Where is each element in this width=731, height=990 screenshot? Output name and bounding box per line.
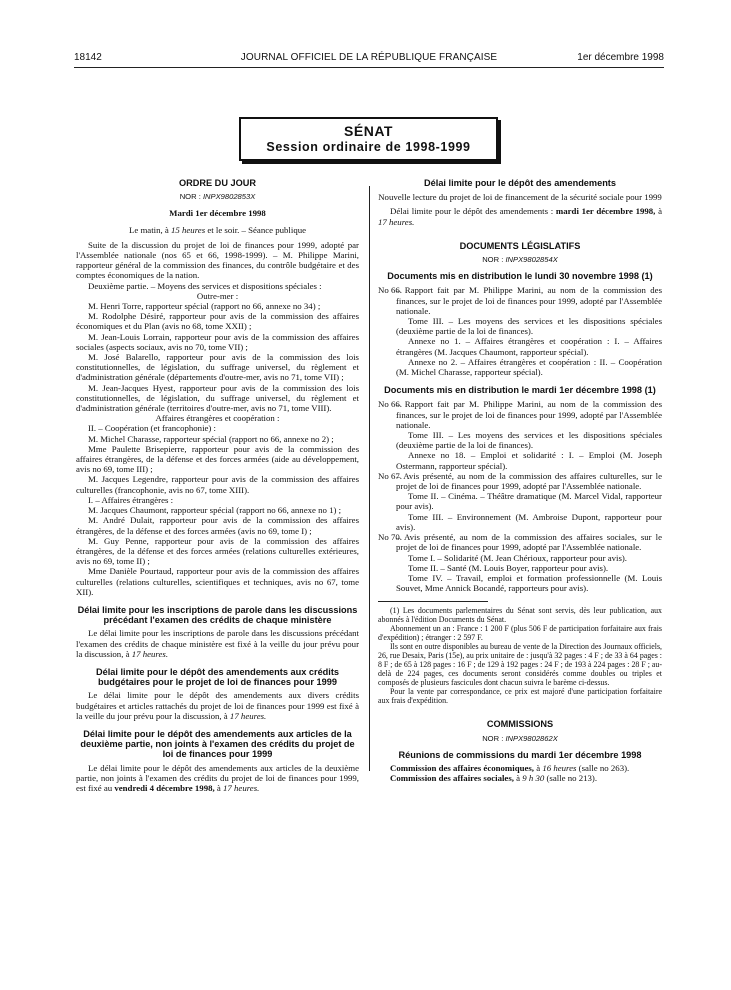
comm-nor-label: NOR : bbox=[482, 733, 504, 743]
sec2-text bbox=[76, 690, 359, 721]
document-description: – Rapport fait par M. Philippe Marini, au nom de la commission des finances, sur le projet de loi de finances pour 1999, adopté par l'Assemblée nationale. bbox=[396, 399, 662, 430]
nor-code: INPX9802853X bbox=[202, 192, 256, 202]
document-number: No 66. bbox=[378, 285, 402, 296]
document-number: No 67. bbox=[378, 470, 402, 481]
footnotes bbox=[378, 606, 662, 705]
agenda-paragraphs bbox=[76, 240, 359, 597]
agenda-paragraph: M. Jacques Chaumont, rapporteur spécial (rapport no 66, annexe no 1) ; bbox=[88, 505, 342, 516]
document-annex: Tome IV. – Travail, emploi et formation professionnelle (M. Louis Souvet, Mme Annick Bocandé, rapporteurs pour avis). bbox=[396, 572, 662, 594]
sec3-text bbox=[76, 763, 359, 794]
docs-heading: DOCUMENTS LÉGISLATIFS bbox=[459, 240, 581, 251]
document-annex: Tome III. – Les moyens des services et les dispositions spéciales (deuxième partie de la loi de finances). bbox=[396, 316, 662, 337]
reunion-1 bbox=[378, 763, 662, 773]
right-column bbox=[378, 178, 662, 783]
header-rule bbox=[74, 67, 664, 68]
footnote-rule bbox=[378, 601, 488, 602]
document-number: No 66. bbox=[378, 399, 402, 410]
commissions-heading: COMMISSIONS bbox=[486, 719, 554, 730]
footnote-paragraph: Pour la vente par correspondance, ce prix est majoré d'une participation forfaitaire aux frais d'expédition. bbox=[378, 687, 662, 706]
document-annex: Tome II. – Santé (M. Louis Boyer, rapporteur pour avis). bbox=[408, 562, 609, 573]
comm-nor-code: INPX9802862X bbox=[505, 733, 558, 743]
document-entry bbox=[378, 285, 662, 316]
sec3-a: à bbox=[216, 782, 221, 793]
agenda-paragraph: M. Henri Torre, rapporteur spécial (rapport no 66, annexe no 34) ; bbox=[88, 301, 321, 312]
sec3-time: 17 heures. bbox=[223, 782, 260, 793]
sec3-heading: Délai limite pour le dépôt des amendements aux articles de la deuxième partie, non joints à l'examen des crédits du projet de loi de finances pour 1999 bbox=[80, 728, 355, 760]
document-number: No 70. bbox=[378, 532, 402, 543]
agenda-paragraph: Mme Danièle Pourtaud, rapporteur pour avis de la commission des affaires culturelles (relations culturelles, scientifiques et techniques, avis no 67, tome XII). bbox=[76, 566, 359, 597]
dist2-entries bbox=[378, 399, 662, 593]
sec3-body: Le délai limite pour le dépôt des amendements aux articles de la deuxième partie, non joints à l'examen des crédits du projet de loi de finances pour 1999, est fixé au bbox=[76, 762, 359, 793]
agenda-paragraph: Suite de la discussion du projet de loi de finances pour 1999, adopté par l'Assemblée nationale (nos 65 et 66, 1998-1999). – M. Philippe Marini, rapporteur général de la commission des finances, du contrôle budgétaire et des comptes économiques de la nation. bbox=[76, 239, 359, 281]
nor-line bbox=[76, 192, 359, 202]
agenda-paragraph: M. José Balarello, rapporteur pour avis de la commission des lois constitutionnelles, de législation, du suffrage universel, du règlement et d'administration générale (départements d'outre-mer, avis no 71, tome VII) ; bbox=[76, 352, 359, 383]
agenda-paragraph: I. – Affaires étrangères : bbox=[88, 494, 174, 505]
agenda-paragraph: M. André Dulait, rapporteur pour avis de la commission des affaires étrangères, de la défense et des forces armées (avis no 69, tome I) ; bbox=[76, 515, 359, 536]
reunion1-room: (salle no 263). bbox=[578, 762, 630, 773]
reunion2-time: 9 h 30 bbox=[522, 773, 545, 784]
document-annex: Tome III. – Les moyens des services et les dispositions spéciales (deuxième partie de la loi de finances). bbox=[396, 430, 662, 451]
day-heading: Mardi 1er décembre 1998 bbox=[169, 208, 266, 219]
agenda-paragraph: Affaires étrangères et coopération : bbox=[155, 413, 280, 424]
document-entry bbox=[378, 532, 662, 552]
sec1-heading: Délai limite pour les inscriptions de parole dans les discussions précédant l'examen des crédits de chaque ministère bbox=[77, 604, 358, 626]
senat-title: SÉNAT bbox=[344, 123, 393, 139]
header-date: 1er décembre 1998 bbox=[577, 52, 664, 63]
agenda-paragraph: II. – Coopération (et francophonie) : bbox=[88, 423, 216, 434]
agenda-paragraph: M. Jean-Jacques Hyest, rapporteur pour avis de la commission des lois constitutionnelles, de législation, du suffrage universel, du règlement et d'administration générale (territoires d'outre-mer, avis no 71, tome VIII). bbox=[76, 382, 359, 414]
seance-a: Le matin, à bbox=[128, 224, 169, 235]
seance-line bbox=[76, 225, 359, 235]
reunion2-a: à bbox=[516, 773, 521, 784]
delai-time: 17 heures. bbox=[378, 216, 415, 227]
delai-text bbox=[378, 206, 662, 226]
document-entry bbox=[378, 471, 662, 491]
document-entry bbox=[378, 399, 662, 430]
document-description: – Avis présenté, au nom de la commission des affaires culturelles, sur le projet de loi de finances pour 1999, adopté par l'Assemblée nationale. bbox=[396, 470, 662, 492]
title-box bbox=[239, 117, 498, 161]
agenda-paragraph: Mme Paulette Brisepierre, rapporteur pour avis de la commission des affaires étrangères, de la défense et des forces armées (aide au développement, avis no 69, tome III) ; bbox=[76, 443, 359, 475]
reunion1-commission: Commission des affaires économiques, bbox=[390, 762, 535, 773]
reunion2-commission: Commission des affaires sociales, bbox=[390, 773, 514, 784]
journal-title: JOURNAL OFFICIEL DE LA RÉPUBLIQUE FRANÇAISE bbox=[240, 52, 498, 63]
delai-subtitle: Nouvelle lecture du projet de loi de financement de la sécurité sociale pour 1999 bbox=[378, 192, 662, 203]
session-subtitle: Session ordinaire de 1998-1999 bbox=[266, 140, 471, 154]
agenda-paragraph: M. Rodolphe Désiré, rapporteur pour avis de la commission des affaires économiques et du Plan (avis no 68, tome XXII) ; bbox=[76, 311, 359, 332]
footnote-paragraph: (1) Les documents parlementaires du Sénat sont servis, dès leur publication, aux abonnés à l'édition Documents du Sénat. bbox=[378, 606, 662, 625]
sec2-heading: Délai limite pour le dépôt des amendements aux crédits budgétaires pour le projet de loi de finances pour 1999 bbox=[95, 666, 340, 688]
seance-time: 15 heures bbox=[171, 224, 206, 235]
delai-heading: Délai limite pour le dépôt des amendements bbox=[424, 178, 616, 188]
sec2-body: Le délai limite pour le dépôt des amendements aux divers crédits budgétaires et articles rattachés du projet de loi de finances pour 1999 est fixé à la veille du jour prévu pour la discussion, à bbox=[76, 690, 359, 721]
document-annex: Annexe no 1. – Affaires étrangères et coopération : I. – Affaires étrangères (M. Jacques Chaumont, rapporteur spécial). bbox=[396, 336, 662, 357]
reunion-2 bbox=[378, 773, 662, 783]
running-header bbox=[74, 52, 664, 66]
document-annex: Tome III. – Environnement (M. Ambroise Dupont, rapporteur pour avis). bbox=[396, 511, 662, 532]
left-column bbox=[76, 178, 359, 793]
document-description: – Avis présenté, au nom de la commission des affaires sociales, sur le projet de loi de finances pour 1999, adopté par l'Assemblée nationale. bbox=[396, 532, 662, 553]
agenda-paragraph: M. Jacques Legendre, rapporteur pour avis de la commission des affaires culturelles (francophonie, avis no 67, tome XIII). bbox=[76, 474, 359, 495]
docs-nor-line bbox=[378, 255, 662, 265]
page-number: 18142 bbox=[74, 52, 102, 63]
agenda-paragraph: M. Jean-Louis Lorrain, rapporteur pour avis de la commission des affaires sociales (aspects sociaux, avis no 70, tome VII) ; bbox=[76, 331, 359, 352]
column-divider bbox=[369, 186, 370, 771]
docs-nor-code: INPX9802854X bbox=[505, 255, 558, 265]
reunion2-room: (salle no 213). bbox=[546, 773, 598, 784]
footnote-paragraph: Ils sont en outre disponibles au bureau de vente de la Direction des Journaux officiels, 26, rue Desaix, Paris (15e), au prix unitaire de : jusqu'à 32 pages : 4 F ; de 33 à 64 pages : 8 F ; de 65 à 128 pages : 16 F ; de 129 à 192 pages : 24 F ; de 193 à 224 pages : 28 F ; au-delà de 224 pages, ces documents seront considérés comme doubles ou triples et composés de plusieurs fascicules dont chacun suivra le barème ci-dessus. bbox=[378, 642, 662, 688]
document-annex: Tome I. – Solidarité (M. Jean Chérioux, rapporteur pour avis). bbox=[408, 552, 628, 563]
seance-b: et le soir. – Séance publique bbox=[207, 224, 307, 235]
docs-nor-label: NOR : bbox=[482, 255, 504, 265]
sec1-time: 17 heures. bbox=[131, 648, 169, 659]
delai-body: Délai limite pour le dépôt des amendements : bbox=[390, 206, 554, 217]
agenda-paragraph: Outre-mer : bbox=[196, 290, 239, 301]
delai-a: à bbox=[658, 206, 663, 217]
reunion1-time: 16 heures bbox=[542, 762, 577, 773]
dist2-heading: Documents mis en distribution le mardi 1er décembre 1998 (1) bbox=[384, 385, 656, 396]
ordre-du-jour-heading: ORDRE DU JOUR bbox=[178, 178, 257, 188]
sec1-body: Le délai limite pour les inscriptions de parole dans les discussions précédant l'examen des crédits de chaque ministère est fixé à la veille du jour prévu pour la discussion, à bbox=[76, 628, 359, 659]
agenda-paragraph: M. Guy Penne, rapporteur pour avis de la commission des affaires étrangères, de la défense et des forces armées (relations culturelles extérieures, avis no 69, tome II) ; bbox=[76, 535, 359, 567]
dist1-heading: Documents mis en distribution le lundi 30 novembre 1998 (1) bbox=[387, 271, 653, 282]
agenda-paragraph: M. Michel Charasse, rapporteur spécial (rapport no 66, annexe no 2) ; bbox=[88, 433, 334, 444]
reunions-heading: Réunions de commissions du mardi 1er décembre 1998 bbox=[398, 749, 642, 760]
comm-nor-line bbox=[378, 734, 662, 744]
nor-label: NOR : bbox=[179, 192, 201, 202]
sec1-text bbox=[76, 628, 359, 659]
document-annex: Tome II. – Cinéma. – Théâtre dramatique (M. Marcel Vidal, rapporteur pour avis). bbox=[396, 491, 662, 512]
document-description: – Rapport fait par M. Philippe Marini, au nom de la commission des finances, sur le projet de loi de finances pour 1999, adopté par l'Assemblée nationale. bbox=[396, 285, 662, 316]
agenda-paragraph: Deuxième partie. – Moyens des services et dispositions spéciales : bbox=[88, 280, 322, 291]
delai-date: mardi 1er décembre 1998, bbox=[555, 206, 656, 217]
sec2-time: 17 heures. bbox=[229, 710, 267, 721]
reunion1-a: à bbox=[536, 762, 541, 773]
document-annex: Annexe no 2. – Affaires étrangères et coopération : II. – Coopération (M. Michel Charasse, rapporteur spécial). bbox=[396, 356, 662, 378]
footnote-paragraph: Abonnement un an : France : 1 200 F (plus 506 F de participation forfaitaire aux frais d'expédition) ; étranger : 2 597 F. bbox=[378, 624, 662, 643]
document-annex: Annexe no 18. – Emploi et solidarité : I. – Emploi (M. Joseph Ostermann, rapporteur spécial). bbox=[396, 450, 662, 471]
dist1-entries bbox=[378, 285, 662, 377]
sec3-date: vendredi 4 décembre 1998, bbox=[114, 782, 215, 793]
